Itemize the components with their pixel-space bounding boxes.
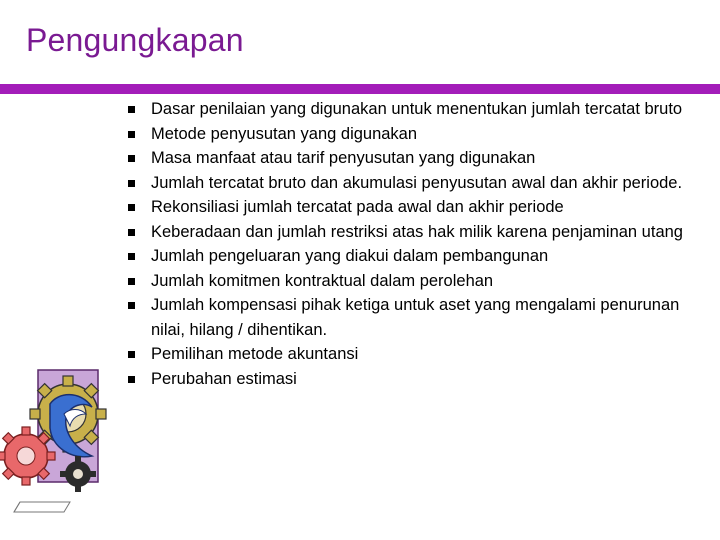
slide-title: Pengungkapan: [26, 22, 244, 58]
bullet-item: Rekonsiliasi jumlah tercatat pada awal dan akhir periode: [127, 195, 687, 220]
bullet-item: Jumlah komitmen kontraktual dalam perolehan: [127, 269, 687, 294]
bullet-list: [127, 97, 687, 391]
gears-and-figure-icon: [0, 352, 116, 517]
bullet-item: Keberadaan dan jumlah restriksi atas hak milik karena penjaminan utang: [127, 220, 687, 245]
bullet-item: Jumlah kompensasi pihak ketiga untuk aset yang mengalami penurunan nilai, hilang / dihentikan.: [127, 293, 687, 342]
bullet-item: Masa manfaat atau tarif penyusutan yang digunakan: [127, 146, 687, 171]
bullet-item: Metode penyusutan yang digunakan: [127, 122, 687, 147]
bullet-item: Jumlah tercatat bruto dan akumulasi penyusutan awal dan akhir periode.: [127, 171, 687, 196]
bullet-item: Perubahan estimasi: [127, 367, 687, 392]
bullet-item: Pemilihan metode akuntansi: [127, 342, 687, 367]
title-divider: [0, 84, 720, 94]
bullet-item: Jumlah pengeluaran yang diakui dalam pembangunan: [127, 244, 687, 269]
bullet-item: Dasar penilaian yang digunakan untuk menentukan jumlah tercatat bruto: [127, 97, 687, 122]
